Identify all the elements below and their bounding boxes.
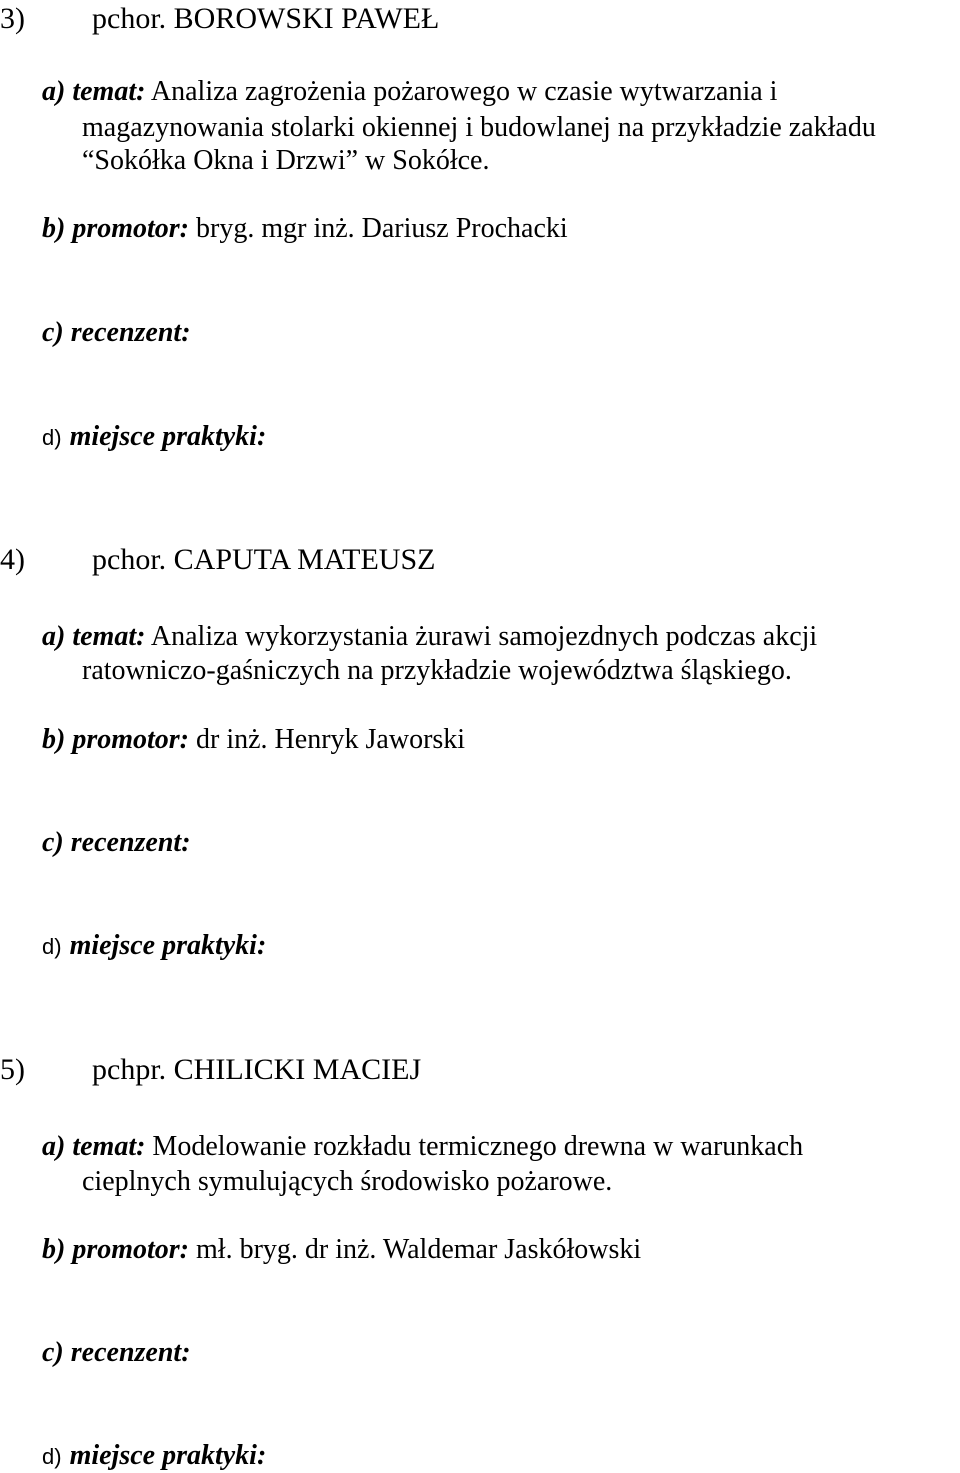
temat-label: temat: [72, 1131, 146, 1162]
temat-text: Analiza zagrożenia pożarowego w czasie wytwarzania i [150, 76, 778, 107]
student-name: pchor. CAPUTA MATEUSZ [92, 543, 436, 576]
praktyki-line [42, 1440, 266, 1472]
praktyki-label: miejsce praktyki: [69, 1440, 267, 1471]
promotor-value: bryg. mgr inż. Dariusz Prochacki [196, 213, 568, 244]
recenzent-line [42, 317, 191, 349]
promotor-line [42, 724, 465, 756]
student-name: pchor. BOROWSKI PAWEŁ [92, 2, 440, 35]
praktyki-line [42, 421, 266, 453]
temat-line-1 [42, 621, 817, 653]
promotor-label: promotor: [72, 1234, 190, 1265]
promotor-line [42, 213, 568, 245]
temat-line-2: magazynowania stolarki okiennej i budowlanej na przykładzie zakładu [82, 112, 876, 143]
praktyki-marker: d) [42, 425, 62, 450]
praktyki-label: miejsce praktyki: [69, 930, 267, 961]
temat-line-1 [42, 1131, 803, 1163]
recenzent-marker: c) [42, 1337, 64, 1368]
entry-number: 3) [0, 2, 25, 35]
temat-marker: a) [42, 1131, 66, 1162]
temat-line-3: “Sokółka Okna i Drzwi” w Sokółce. [82, 145, 490, 176]
praktyki-label: miejsce praktyki: [69, 421, 267, 452]
entry-number: 5) [0, 1053, 25, 1086]
temat-text: Analiza wykorzystania żurawi samojezdnych podczas akcji [150, 621, 818, 652]
promotor-value: dr inż. Henryk Jaworski [196, 724, 466, 755]
praktyki-marker: d) [42, 1444, 62, 1469]
temat-label: temat: [72, 621, 146, 652]
recenzent-label: recenzent: [70, 1337, 191, 1368]
student-name: pchpr. CHILICKI MACIEJ [92, 1053, 422, 1086]
recenzent-label: recenzent: [70, 827, 191, 858]
recenzent-marker: c) [42, 317, 64, 348]
promotor-marker: b) [42, 724, 66, 755]
promotor-line [42, 1234, 641, 1266]
temat-line-1 [42, 76, 777, 108]
praktyki-line [42, 930, 266, 962]
promotor-marker: b) [42, 213, 66, 244]
temat-label: temat: [72, 76, 146, 107]
temat-line-2: cieplnych symulujących środowisko pożarowe. [82, 1166, 613, 1197]
promotor-value: mł. bryg. dr inż. Waldemar Jaskółowski [196, 1234, 642, 1265]
praktyki-marker: d) [42, 934, 62, 959]
temat-line-2: ratowniczo-gaśniczych na przykładzie województwa śląskiego. [82, 655, 792, 686]
temat-text: Modelowanie rozkładu termicznego drewna w warunkach [152, 1131, 804, 1162]
entry-number: 4) [0, 543, 25, 576]
temat-marker: a) [42, 76, 66, 107]
promotor-label: promotor: [72, 213, 190, 244]
temat-marker: a) [42, 621, 66, 652]
recenzent-line [42, 1337, 191, 1369]
promotor-label: promotor: [72, 724, 190, 755]
recenzent-label: recenzent: [70, 317, 191, 348]
promotor-marker: b) [42, 1234, 66, 1265]
recenzent-marker: c) [42, 827, 64, 858]
recenzent-line [42, 827, 191, 859]
